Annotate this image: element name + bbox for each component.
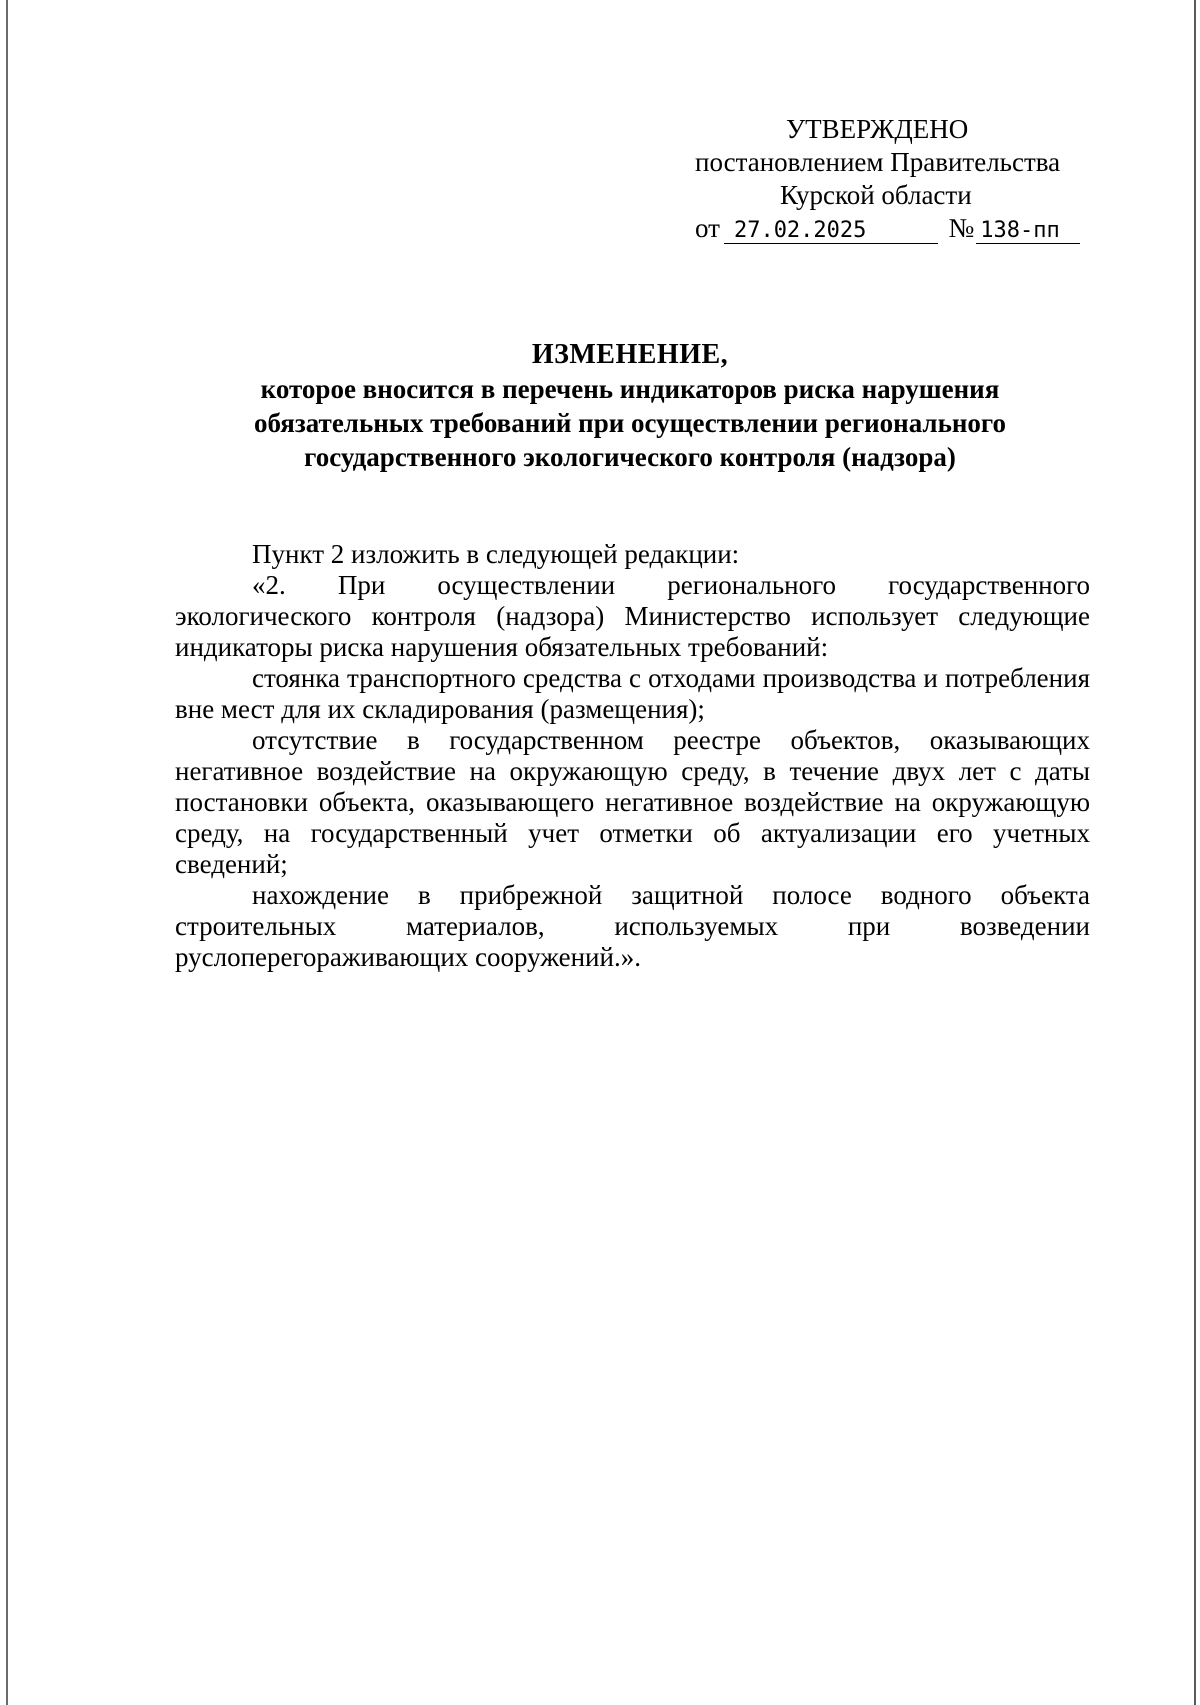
- paragraph-intro: Пункт 2 изложить в следующей редакции:: [252, 539, 740, 569]
- approval-issuer: постановлением Правительства: [695, 147, 1061, 177]
- number-value: 138-пп: [976, 219, 1080, 244]
- paragraph-indicator-1: стоянка транспортного средства с отходами производства и потребления вне мест для их складирования (размещения);: [175, 663, 1090, 724]
- paragraph-indicator-3: нахождение в прибрежной защитной полосе водного объекта строительных материалов, используемых при возведении руслоперегораживающих сооружений.».: [175, 880, 1090, 972]
- date-prefix: от: [695, 213, 720, 243]
- paragraph-indicator-2: отсутствие в государственном реестре объектов, оказывающих негативное воздействие на окружающую среду, в течение двух лет с даты постановки объекта, оказывающего негативное воздействие на окружающую среду, на государственный учет отметки об актуализации его учетных сведений;: [175, 725, 1090, 879]
- document-title: [160, 338, 1100, 474]
- scan-edge-left: [6, 0, 8, 1705]
- approval-region: Курской области: [780, 180, 972, 210]
- scan-edge-right: [1194, 0, 1196, 1705]
- approval-date-number-line: [690, 212, 1080, 245]
- title-subtitle-line-3: государственного экологического контроля (надзора): [304, 442, 956, 472]
- approval-heading: УТВЕРЖДЕНО: [786, 114, 969, 144]
- date-value: 27.02.2025: [724, 219, 939, 244]
- approval-stamp: [690, 113, 1080, 245]
- number-prefix: №: [948, 213, 975, 243]
- title-main: ИЗМЕНЕНИЕ,: [531, 339, 729, 370]
- paragraph-item-2: «2. При осуществлении регионального государственного экологического контроля (надзора) Министерство использует следующие индикаторы риска нарушения обязательных требований:: [175, 570, 1090, 662]
- title-subtitle-line-2: обязательных требований при осуществлении регионального: [253, 408, 1007, 438]
- title-subtitle-line-1: которое вносится в перечень индикаторов риска нарушения: [260, 374, 1000, 404]
- document-body: [175, 539, 1090, 973]
